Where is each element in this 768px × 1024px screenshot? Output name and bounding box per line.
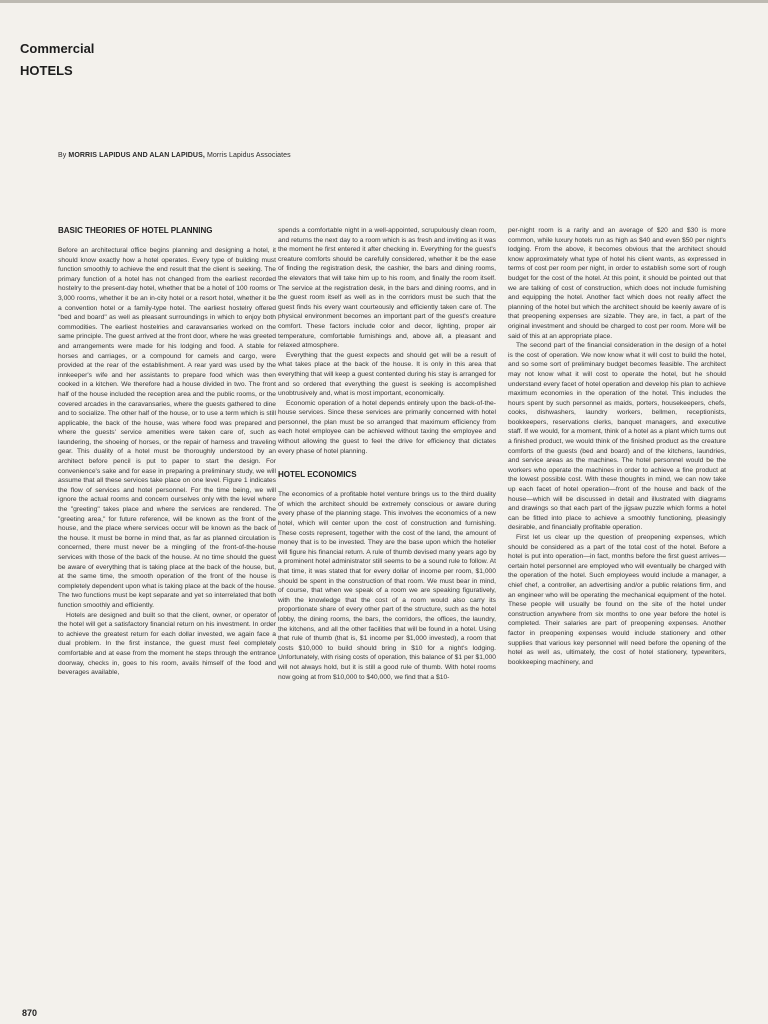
byline-authors: MORRIS LAPIDUS AND ALAN LAPIDUS, (68, 152, 205, 159)
byline-prefix: By (58, 152, 67, 159)
paragraph: Hotels are designed and built so that the client, owner, or operator of the hotel will get a satisfactory financial return on his investment. In order to achieve the greatest return for each dollar invested, we again face a dual problem. In the first instance, the guest must feel completely comfortable and at ease from the moment he steps through the entrance doorway, checks in, goes to his room, avails himself of the food and beverages available, (58, 611, 276, 677)
byline (58, 152, 291, 159)
paragraph: per-night room is a rarity and an average of $20 and $30 is more common, while luxury hotels run as high as $40 and even $50 per night's lodging. From the above, it becomes obvious that the architect should know approximately what type of hotel his client wants, as expressed in terms of cost per room per night, in order to establish some sort of rough budget for the cost of the hotel. At this point, it should be pointed out that we are talking of cost of construction, which does not include furnishing and equipping the hotel. Another fact which does not really affect the planning of the hotel but which the architect should be keenly aware of is that preopening expenses are sizable. They are, in fact, a part of the original investment and should be charged to cost per room. More will be said of this at an appropriate place. (508, 227, 726, 340)
paragraph: The economics of a profitable hotel venture brings us to the third duality of which the architect should be extremely conscious or aware during every phase of the planning stage. This involves the economics of a new hotel, which will center upon the cost of construction and furnishing. These costs represent, together with the cost of the land, the amount of money that is to be invested. They are the base upon which the hotelier will figure his financial return. A rule of thumb devised many years ago by a prominent hotel administrator still seems to be a sound rule to follow. At that time, it was stated that for every dollar of income per room, $1,000 should be spent in the construction of that room. We must bear in mind, of course, that when we speak of a room we are speaking figuratively, with the knowledge that the cost of a room would also carry its proportionate share of every other part of the structure, such as the hotel lobby, the dining rooms, the bars, the corridors, the offices, the laundry, the kitchens, and all the other facilities that will be found in a hotel. Using that rule of thumb (that is, $1 income per $1,000 invested), a room that costs $10,000 to build should bring in $10 for a night's lodging. Unfortunately, with rising costs of operation, this balance of $1 per $1,000 will not always hold, but it is still a good rule of thumb. With hotel rooms now going at from $10,000 to $40,000, we find that a $10- (278, 491, 496, 681)
column-1 (58, 226, 276, 1006)
paragraph: First let us clear up the question of preopening expenses, which should be considered as a part of the total cost of the hotel. Before a hotel is put into operation—in fact, months before the first guest arrives—certain hotel personnel are employed who will eventually be charged with the operation of the hotel. Such employees would include a manager, a chief chef, a controller, an advertising and/or a public relations firm, and an engineer who will be operating the mechanical equipment of the hotel. These people will usually be found on the site of the hotel under construction anywhere from six months to one year before the hotel is completed. Their salaries are part of preopening expenses. Another factor in preopening expenses would include stationery and other supplies that various key personnel will need before the opening of the hotel as well as, ultimately, the cost of hotel stationery, typewriters, bookkeeping machinery, and (508, 534, 726, 666)
header-section: HOTELS (20, 63, 73, 78)
section-heading-hotel-planning: BASIC THEORIES OF HOTEL PLANNING (58, 226, 213, 235)
column-2 (278, 226, 496, 1006)
byline-firm: Morris Lapidus Associates (206, 152, 291, 159)
top-rule (0, 0, 768, 3)
paragraph: Economic operation of a hotel depends entirely upon the back-of-the-house services. Since these services are primarily concerned with hotel personnel, the plan must be so arranged that maximum efficiency from each hotel employee can be achieved without taxing the employee and without allowing the guest to feel the drive for efficiency that dictates every phase of hotel planning. (278, 399, 496, 455)
column-3 (508, 226, 726, 1006)
paragraph: spends a comfortable night in a well-appointed, scrupulously clean room, and returns the next day to a room which is as fresh and inviting as it was the moment he first entered it after checking in. Everything for the guest's creature comforts should be carefully considered, whether it be the ease of finding the registration desk, the cashier, the bars and dining rooms, the elevators that will take him up to his room, and finally the room itself. The service at the registration desk, in the bars and dining rooms, and in the guest room itself as well as in the corridors must be such that the guest finds his every want courteously and efficiently taken care of. The physical environment becomes an important part of the guest's creature comfort. These factors include color and decor, lighting, proper air temperature, comfortable furnishings and, above all, a pleasant and relaxed atmosphere. (278, 227, 496, 350)
header-category: Commercial (20, 41, 95, 56)
page-number: 870 (22, 1008, 38, 1018)
section-heading-hotel-economics: HOTEL ECONOMICS (278, 470, 357, 480)
paragraph: Before an architectural office begins planning and designing a hotel, it should know exactly how a hotel operates. Every type of building must function smoothly to achieve the end result that the client is seeking. The primary function of a hotel has not changed from the earliest recorded hostelry to the present-day hotel, whether that be a hotel of 100 rooms or 3,000 rooms, whether it be an in-city hotel or a resort hotel, whether it be a convention hotel or a family-type hotel. The earliest hostelry offered "bed and board" as well as pleasant surroundings in which to enjoy both commodities. The earliest hostelries and caravansaries worked on the same principle. The guest arrived at the front door, where he was greeted and arrangements were made for his lodging and food. A stable for horses and carriages, or a compound for camels and cargo, were provided at the rear of the establishment. A rear yard was used by the innkeeper's wife and her assistants to prepare food which was then cooked in a kitchen. We therefore had a house divided in two. The front half of the house included the reception area and the public rooms, or the covered arcades in the caravansaries, where the guests gathered to dine and to socialize. The other half of the house, or to use a term which is still applicable, the back of the house, was where food was prepared and where the guests' service amenities were taken care of, such as laundering, the shoeing of horses, or the repair of harness and traveling gear. This duality of a hotel must be thoroughly understood by an architect before pencil is put to paper to start the design. For convenience's sake and for ease in preparing a preliminary study, we will assume that all these services take place on one level. Figure 1 indicates the flow of services and hotel personnel. For the time being, we will ignore the actual rooms and concern ourselves only with the level where the "greeting" takes place and where the services are rendered. The "greeting area," for future reference, will be known as the front of the house, and the place where services occur will be known as the back of the house. It must be borne in mind that, as far as planned circulation is concerned, there must never be a mingling of the front-of-the-house services with those of the back of the house. At no time should the guest be aware of everything that is taking place at the back of the house, but, at the same time, the smooth operation of the front of the house is completely dependent upon what is taking place at the back of the house. The two functions must be kept separate and yet so interrelated that both function smoothly and efficiently. (58, 247, 276, 609)
paragraph: The second part of the financial consideration in the design of a hotel is the cost of operation. We now know what it will cost to build the hotel, and so some sort of preliminary budget becomes feasible. The architect may not know what it will cost to operate the hotel, but he should understand every facet of hotel operation and develop his plan to achieve maximum economies in the operation of the hotel. This includes the hours spent by such personnel as maids, porters, housekeepers, chefs, cooks, dishwashers, laundry workers, bellmen, receptionists, bookkeepers, reservations clerks, banquet managers, and executive staff. If we would, for a moment, think of a hotel as a plant which turns out a finished product, we would think of the finished product as the creature comforts of the guests (bed and board) and of the kitchens, laundries, and service areas as the machines. The hotel personnel would be the workers who operate the machines in order to achieve a fine product at the lowest possible cost. With these thoughts in mind, we can now take up each facet of hotel operation—front of the house and back of the house—which will be discussed in detail and illustrated with diagrams and drawings so that each part of the jigsaw puzzle which forms a hotel can be fitted into place to achieve a smoothly functioning, pleasingly desirable, and financially profitable operation. (508, 342, 726, 532)
paragraph: Everything that the guest expects and should get will be a result of what takes place at the back of the house. It is only in this area that everything that will keep a guest contented during his stay is arranged for and so ordered that everything the guest is seeking is accomplished unobtrusively and, what is most important, economically. (278, 351, 496, 398)
running-header (20, 38, 94, 82)
